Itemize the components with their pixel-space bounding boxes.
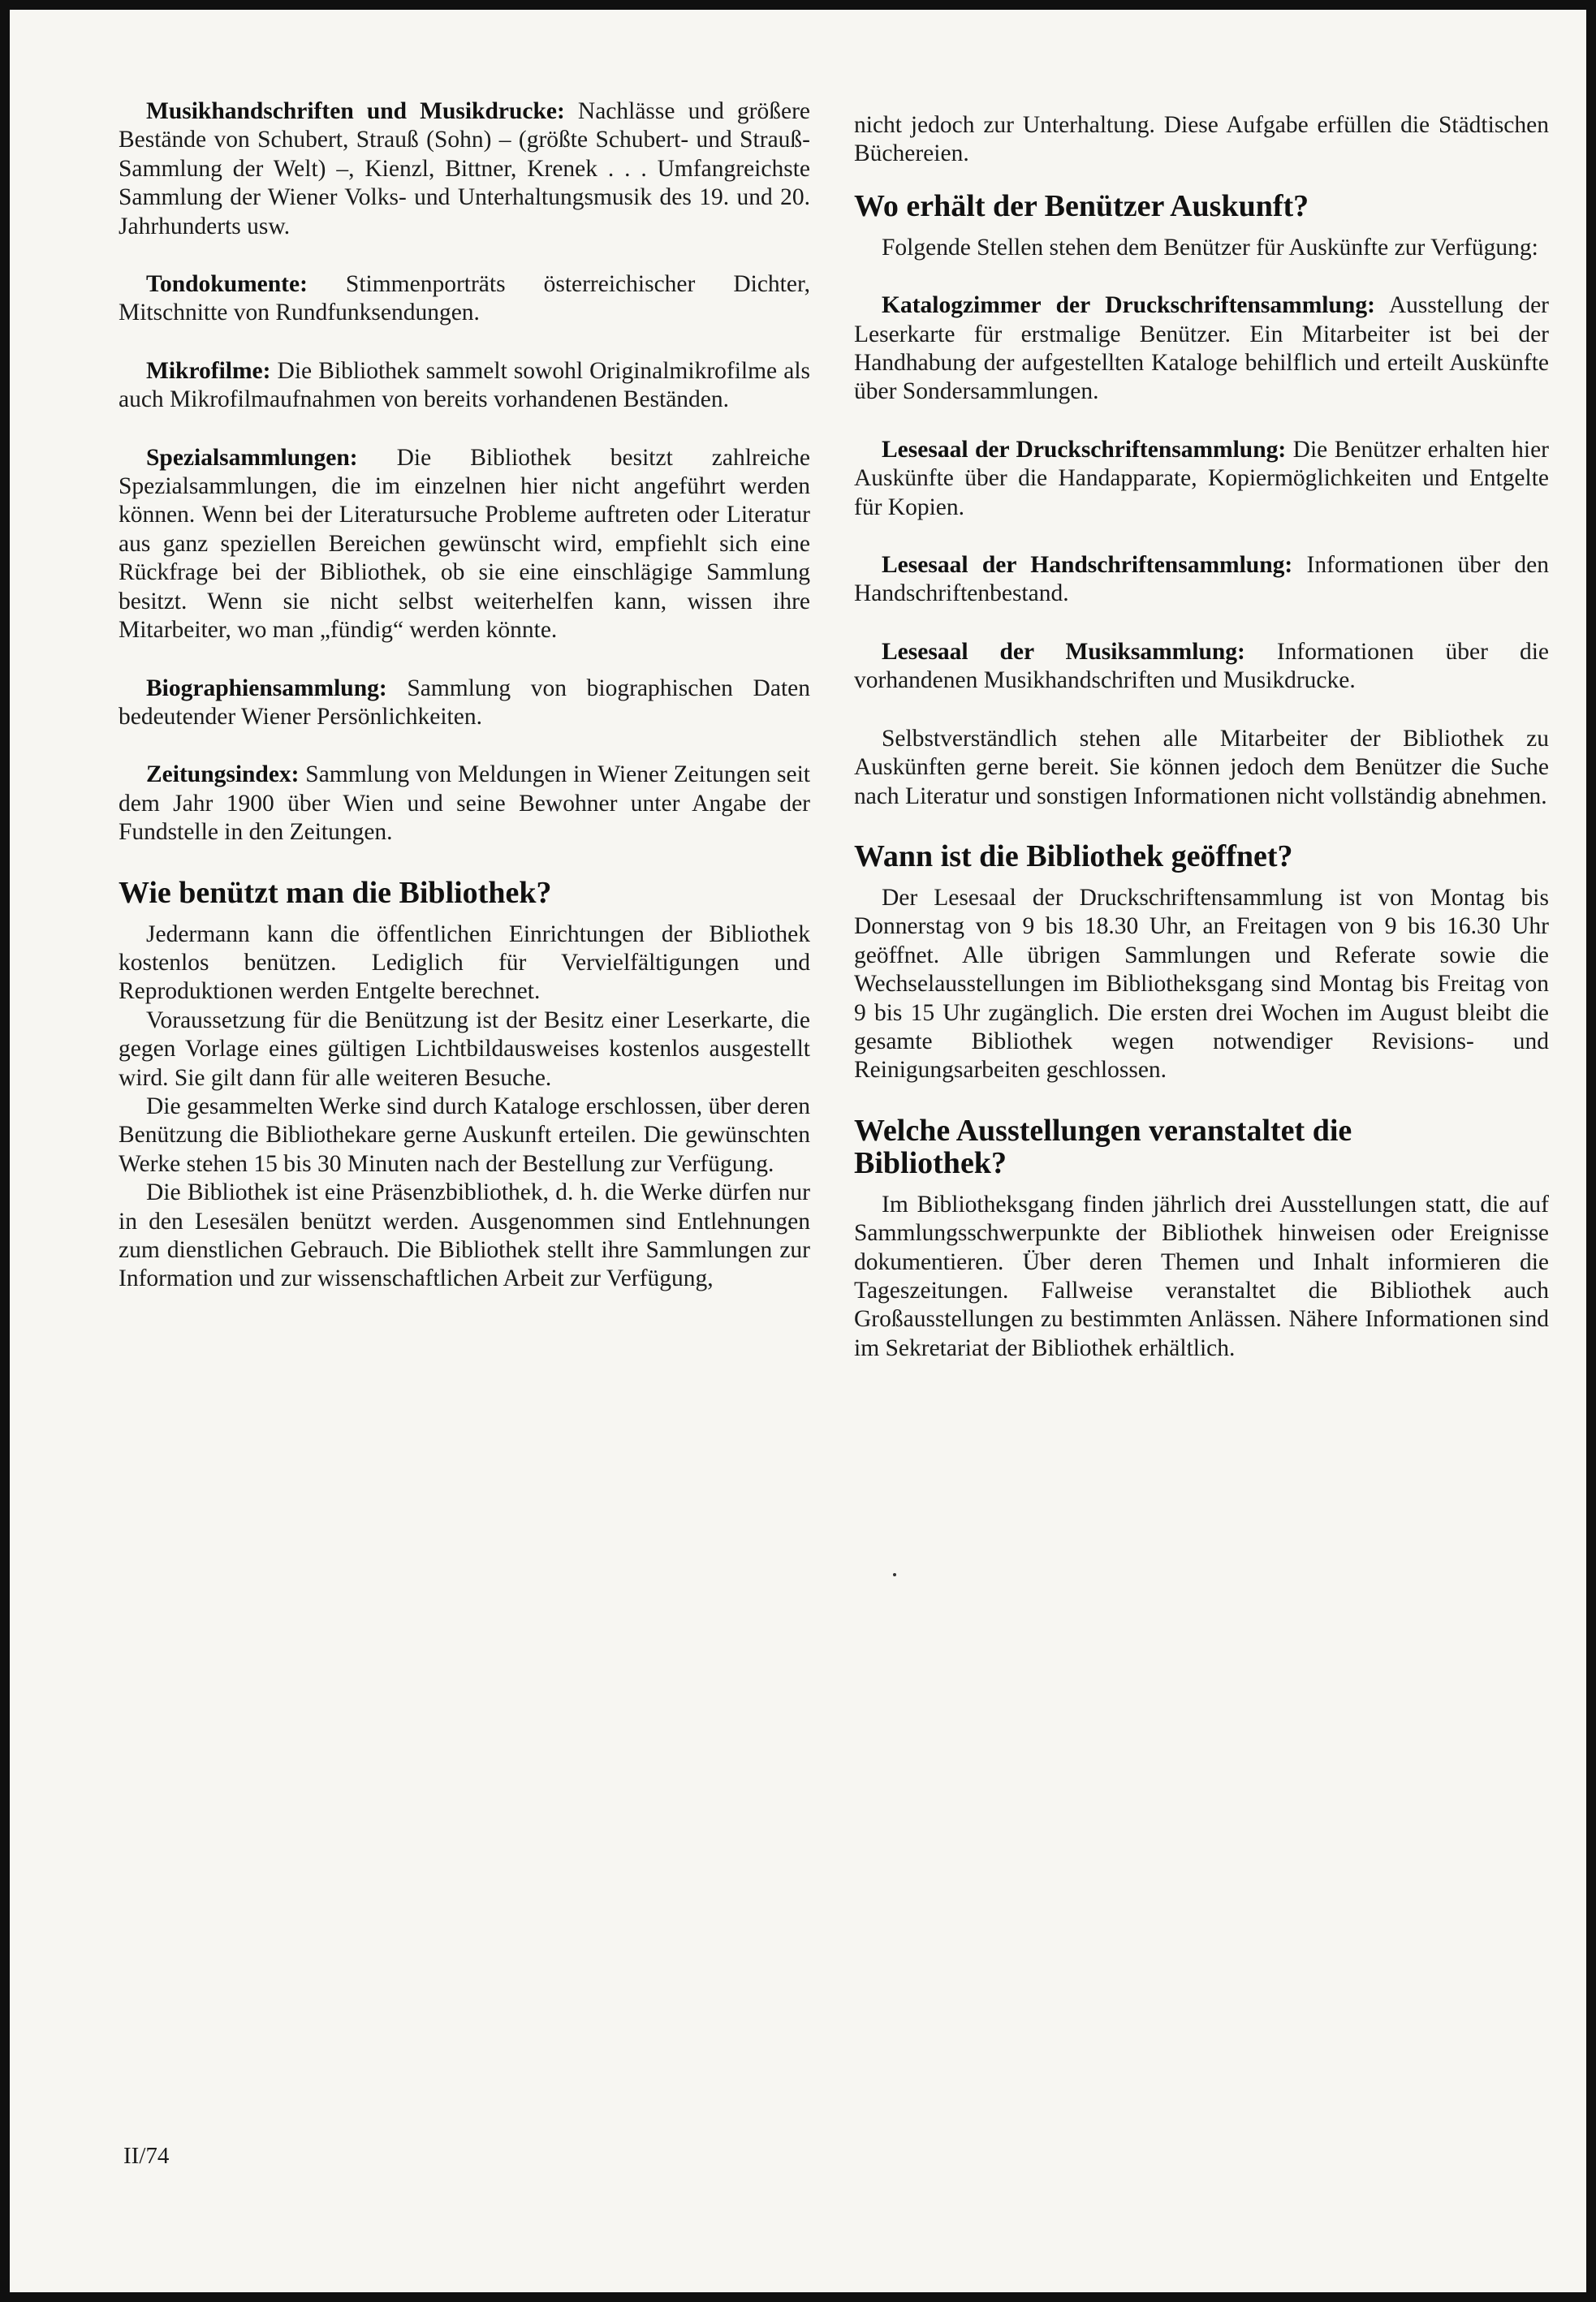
info-closing: Selbstverständlich stehen alle Mitarbeiter der Bibliothek zu Auskünften gerne bereit. Sie können jedoch dem Benützer die Suche nach Literatur und sonstigen Informationen nicht vollständig abnehmen. xyxy=(854,725,1549,809)
entry-term: Zeitungsindex: xyxy=(146,761,300,788)
usage-paragraph: Die Bibliothek ist eine Präsenzbibliothek, d. h. die Werke dürfen nur in den Lesesälen benützt werden. Ausgenommen sind Entlehnungen zum dienstlichen Gebrauch. Die Bibliothek stellt ihre Sammlungen zur Information und zur wissenschaftlichen Arbeit zur Verfügung, xyxy=(119,1179,810,1292)
print-speck xyxy=(893,1573,896,1576)
continuation-text: nicht jedoch zur Unterhaltung. Diese Aufgabe erfüllen die Städtischen Büchereien. xyxy=(854,112,1549,167)
left-column xyxy=(119,97,810,1294)
entry-text: Die Bibliothek besitzt zahlreiche Spezialsammlungen, die im einzelnen hier nicht angeführt werden können. Wenn bei der Literatursuche Probleme auftreten oder Literatur aus ganz speziellen Bereichen gewünscht wird, empfiehlt sich eine Rückfrage bei der Bibliothek, ob sie eine einschlägige Sammlung besitzt. Wenn sie nicht selbst weiterhelfen kann, wissen ihre Mitarbeiter, wo man „fündig“ werden könnte. xyxy=(119,444,810,644)
info-entry-lesesaal-musik xyxy=(854,638,1549,696)
entry-term: Lesesaal der Handschriftensammlung: xyxy=(882,552,1293,579)
info-entry-lesesaal-druck xyxy=(854,436,1549,522)
entry-tondokumente xyxy=(119,270,810,328)
entry-text: Informationen über den Handschriftenbestand. xyxy=(854,552,1550,607)
exhibitions-text: Im Bibliotheksgang finden jährlich drei Ausstellungen statt, die auf Sammlungsschwerpunkte der Bibliothek hinweisen oder Ereignisse dokumentieren. Über deren Themen und Inhalt informieren die Tageszeitungen. Fallweise veranstaltet die Bibliothek auch Großausstellungen zu bestimmten Anlässen. Nähere Informationen sind im Sekretariat der Bibliothek erhältlich. xyxy=(854,1191,1549,1361)
section-heading-exhibitions: Welche Ausstellungen veranstaltet die Bibliothek? xyxy=(854,1113,1352,1180)
entry-spezialsammlungen xyxy=(119,444,810,645)
info-intro: Folgende Stellen stehen dem Benützer für Auskünfte zur Verfügung: xyxy=(882,234,1538,261)
right-column xyxy=(854,111,1549,1363)
entry-biographiensammlung xyxy=(119,675,810,732)
entry-musikhandschriften xyxy=(119,97,810,241)
entry-text: Stimmenporträts österreichischer Dichter, Mitschnitte von Rundfunksendungen. xyxy=(119,271,810,326)
entry-term: Lesesaal der Druckschriftensammlung: xyxy=(882,436,1287,463)
info-entry-katalogzimmer xyxy=(854,291,1549,407)
entry-term: Tondokumente: xyxy=(146,271,308,298)
entry-text: Die Benützer erhalten hier Auskünfte über die Handapparate, Kopiermöglichkeiten und Entgelte für Kopien. xyxy=(854,436,1549,520)
usage-paragraph: Voraussetzung für die Benützung ist der Besitz einer Leserkarte, die gegen Vorlage eines gültigen Lichtbildausweises kostenlos ausgestellt wird. Sie gilt dann für alle weiteren Besuche. xyxy=(119,1007,810,1091)
entry-text: Sammlung von biographischen Daten bedeutender Wiener Persönlichkeiten. xyxy=(119,675,810,730)
entry-term: Spezialsammlungen: xyxy=(146,444,358,471)
entry-term: Mikrofilme: xyxy=(146,357,271,384)
entry-mikrofilme xyxy=(119,357,810,415)
entry-text: Die Bibliothek sammelt sowohl Originalmikrofilme als auch Mikrofilmaufnahmen von bereits vorhandenen Beständen. xyxy=(119,357,810,413)
section-heading-hours: Wann ist die Bibliothek geöffnet? xyxy=(854,838,1293,873)
section-heading-usage: Wie benützt man die Bibliothek? xyxy=(119,875,552,910)
entry-text: Sammlung von Meldungen in Wiener Zeitungen seit dem Jahr 1900 über Wien und seine Bewohner unter Angabe der Fundstelle in den Zeitungen. xyxy=(119,761,810,846)
entry-term: Katalogzimmer der Druckschriftensammlung: xyxy=(882,292,1375,319)
entry-term: Musikhandschriften und Musikdrucke: xyxy=(146,98,565,124)
entry-text: Informationen über die vorhandenen Musikhandschriften und Musikdrucke. xyxy=(854,638,1549,694)
entry-zeitungsindex xyxy=(119,761,810,847)
hours-text: Der Lesesaal der Druckschriftensammlung ist von Montag bis Donnerstag von 9 bis 18.30 Uhr, an Freitagen von 9 bis 16.30 Uhr geöffnet. Alle übrigen Sammlungen und Referate sowie die Wechselausstellungen im Bibliotheksgang sind Montag bis Freitag von 9 bis 15 Uhr zugänglich. Die ersten drei Wochen im August bleibt die gesamte Bibliothek wegen notwendiger Revisions- und Reinigungsarbeiten geschlossen. xyxy=(854,884,1549,1084)
entry-term: Lesesaal der Musiksammlung: xyxy=(882,638,1245,665)
usage-paragraph: Jedermann kann die öffentlichen Einrichtungen der Bibliothek kostenlos benützen. Lediglich für Vervielfältigungen und Reproduktionen werden Entgelte berechnet. xyxy=(119,920,810,1005)
info-entry-lesesaal-hand xyxy=(854,551,1549,609)
entry-text: Nachlässe und größere Bestände von Schubert, Strauß (Sohn) – (größte Schubert- und Strauß-Sammlung der Welt) –, Kienzl, Bittner, Krenek . . . Umfangreichste Sammlung der Wiener Volks- und Unterhaltungsmusik des 19. und 20. Jahrhunderts usw. xyxy=(119,98,810,239)
section-heading-info: Wo erhält der Benützer Auskunft? xyxy=(854,188,1309,223)
page-number: II/74 xyxy=(123,2143,170,2169)
entry-term: Biographiensammlung: xyxy=(146,675,387,701)
document-page xyxy=(10,10,1586,2292)
entry-text: Ausstellung der Leserkarte für erstmalige Benützer. Ein Mitarbeiter ist bei der Handhabung der aufgestellten Kataloge behilflich und erteilt Auskünfte über Sondersammlungen. xyxy=(854,292,1549,405)
usage-paragraph: Die gesammelten Werke sind durch Kataloge erschlossen, über deren Benützung die Bibliothekare gerne Auskunft erteilen. Die gewünschten Werke stehen 15 bis 30 Minuten nach der Bestellung zur Verfügung. xyxy=(119,1093,810,1177)
